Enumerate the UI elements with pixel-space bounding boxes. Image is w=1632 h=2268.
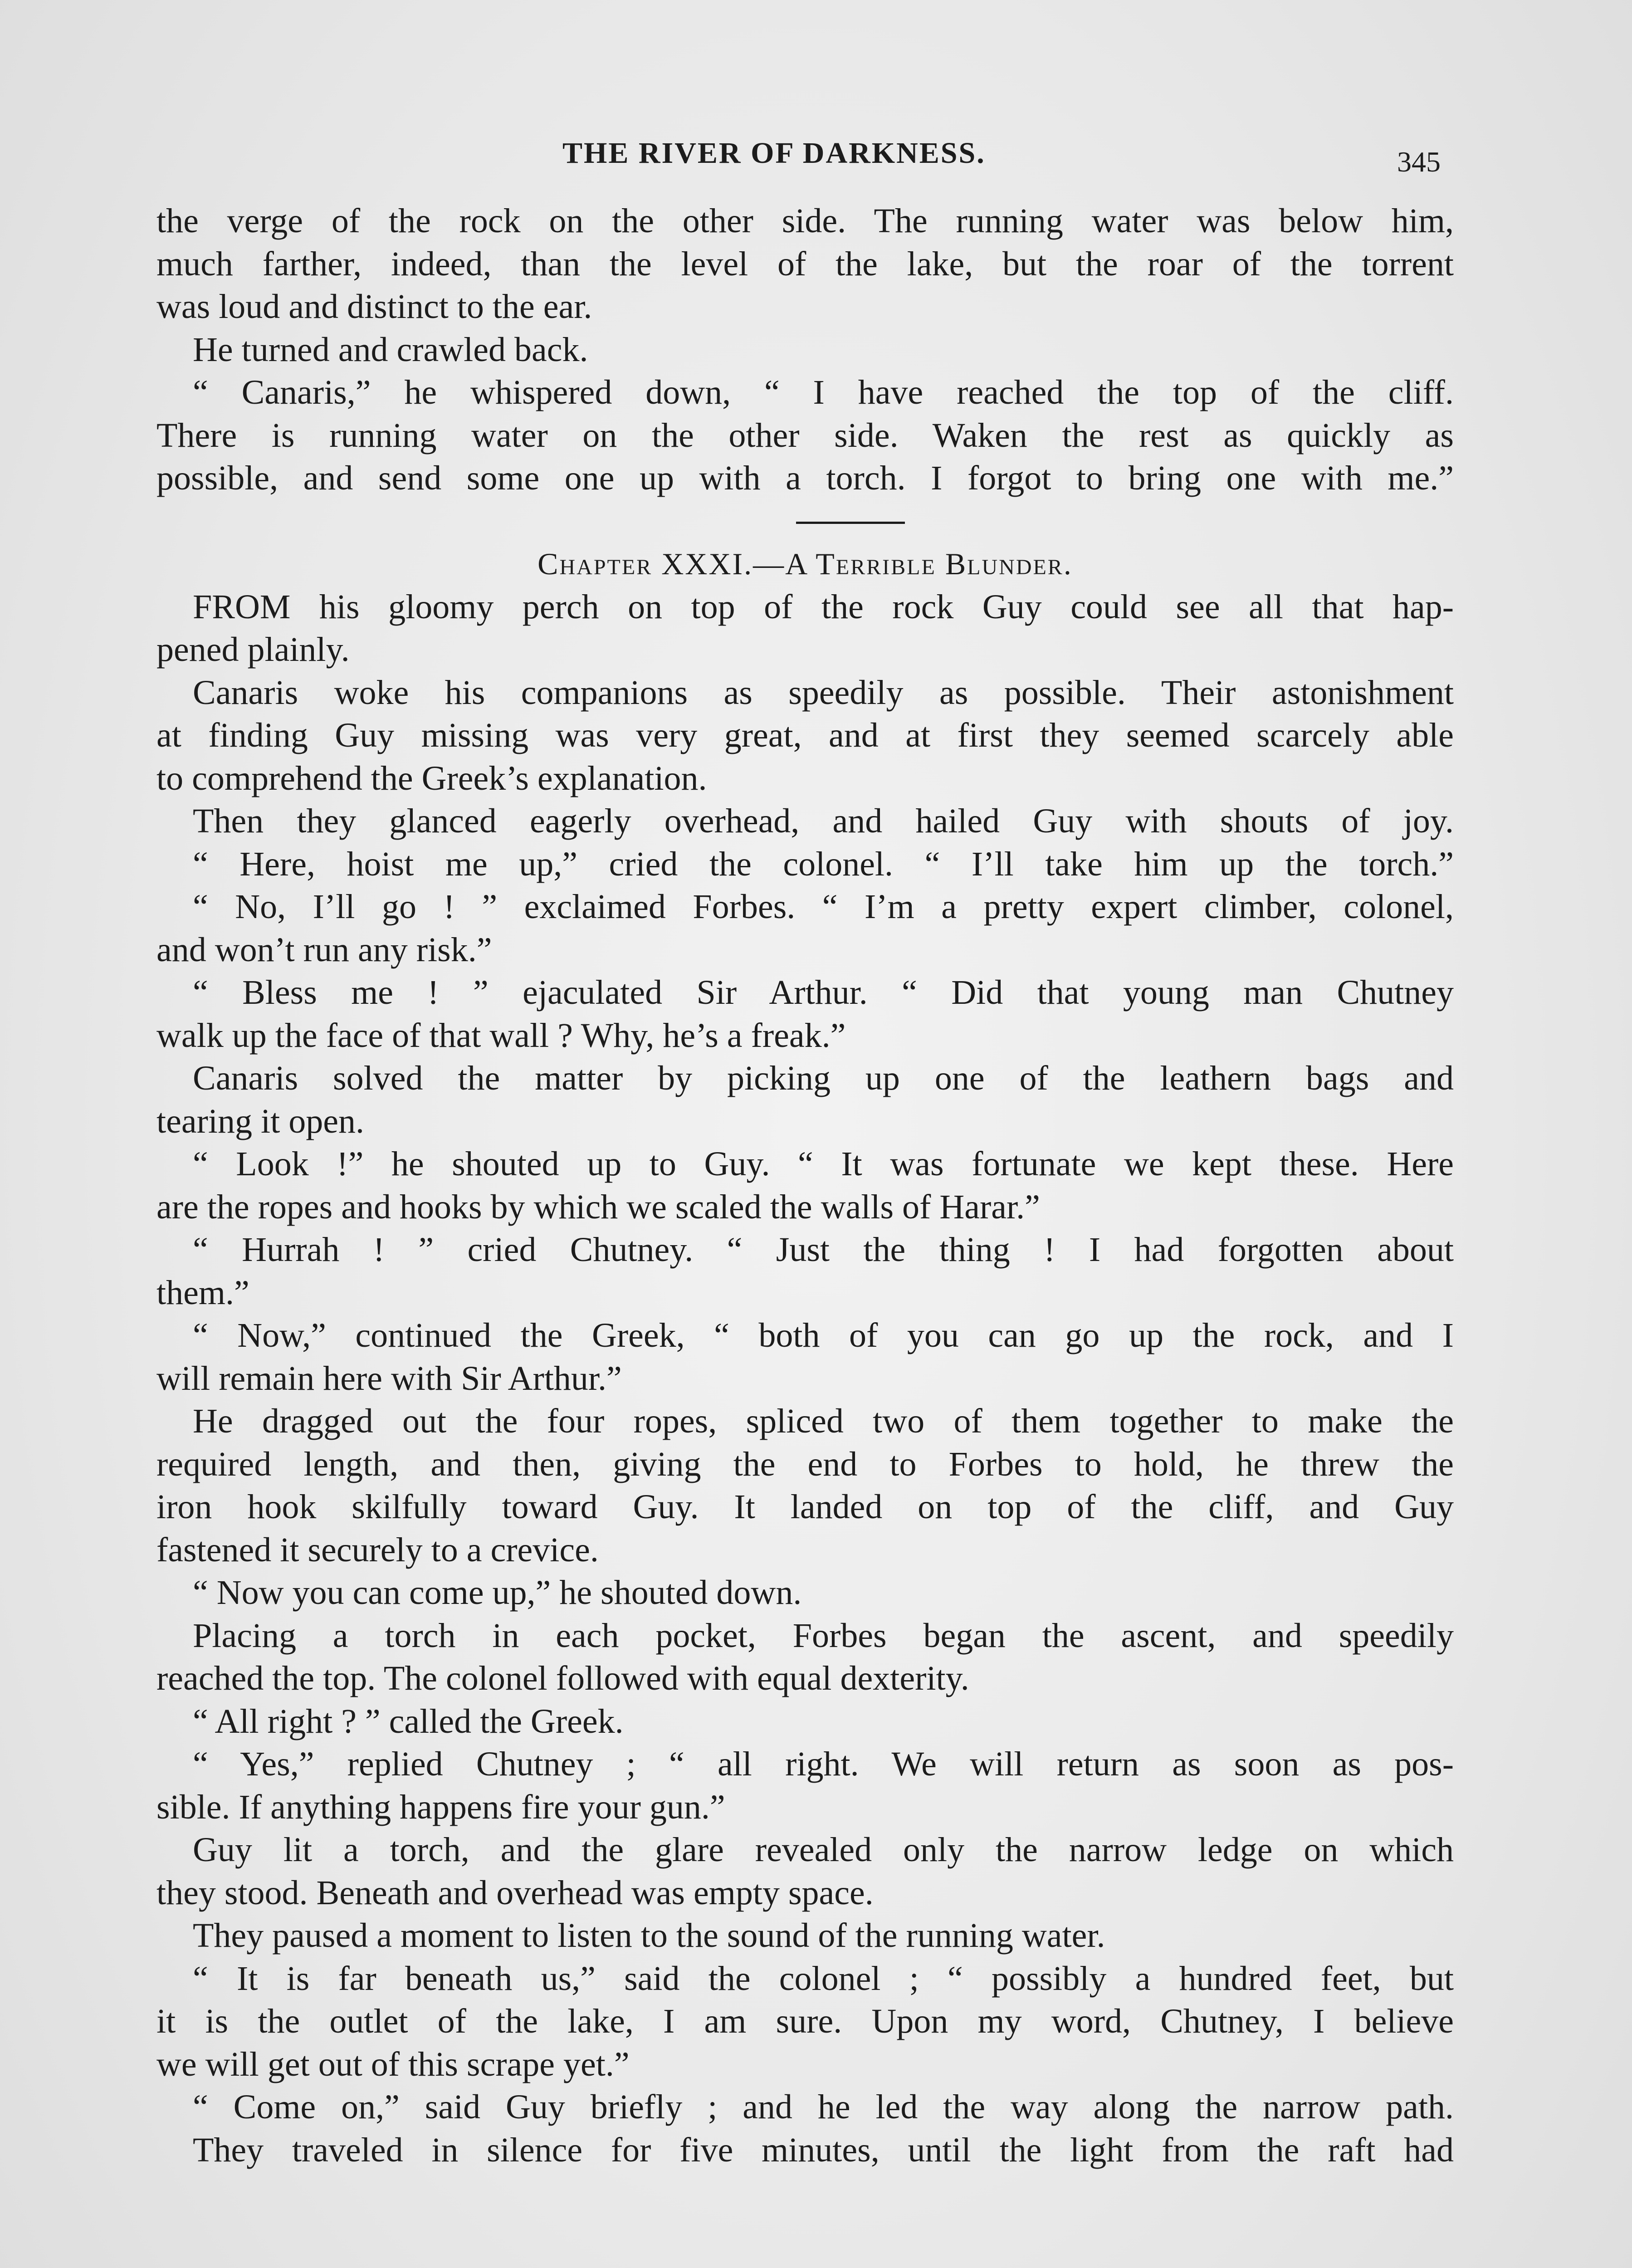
running-title: THE RIVER OF DARKNESS. [562,137,986,170]
text-line: Canaris woke his companions as speedily as possible. Their astonishment [193,673,1454,712]
text-line: them.” [156,1273,249,1312]
text-line: Guy lit a torch, and the glare revealed only the narrow ledge on which [193,1831,1454,1869]
text-line: possible, and send some one up with a torch. I forgot to bring one with me.” [156,459,1454,497]
text-line: There is running water on the other side. Waken the rest as quickly as [156,416,1454,455]
text-line: pened plainly. [156,631,350,669]
text-line: at finding Guy missing was very great, and at first they seemed scarcely able [156,716,1454,754]
text-line: “ It is far beneath us,” said the colonel ; “ possibly a hundred feet, but [193,1959,1454,1998]
page-number: 345 [1397,146,1441,178]
text-line: will remain here with Sir Arthur.” [156,1359,622,1398]
text-line: was loud and distinct to the ear. [156,288,592,326]
text-line: are the ropes and hooks by which we scaled the walls of Harar.” [156,1188,1040,1226]
text-line: They traveled in silence for five minutes, until the light from the raft had [193,2131,1454,2169]
text-line: reached the top. The colonel followed with equal dexterity. [156,1659,969,1697]
text-line: “ Now,” continued the Greek, “ both of you can go up the rock, and I [193,1316,1454,1354]
chapter-heading: Chapter XXXI.—A Terrible Blunder. [537,547,1073,581]
text-line: Placing a torch in each pocket, Forbes began the ascent, and speedily [193,1616,1454,1655]
text-line: Canaris solved the matter by picking up one of the leathern bags and [193,1059,1454,1097]
text-line: He dragged out the four ropes, spliced two of them together to make the [193,1402,1454,1440]
text-line: “ Come on,” said Guy briefly ; and he led the way along the narrow path. [193,2088,1454,2126]
text-line: tearing it open. [156,1102,364,1140]
text-line: “ Yes,” replied Chutney ; “ all right. We will return as soon as pos- [193,1745,1454,1783]
text-line: FROM his gloomy perch on top of the rock Guy could see all that hap- [193,587,1454,626]
text-line: “ All right ? ” called the Greek. [193,1702,624,1740]
text-line: “ No, I’ll go ! ” exclaimed Forbes. “ I’m a pretty expert climber, colonel, [193,888,1454,926]
text-line: He turned and crawled back. [193,330,588,369]
text-line: and won’t run any risk.” [156,930,492,969]
text-line: “ Look !” he shouted up to Guy. “ It was fortunate we kept these. Here [193,1145,1454,1183]
body-text [156,200,1454,2171]
text-line: iron hook skilfully toward Guy. It landed on top of the cliff, and Guy [156,1488,1454,1526]
text-line: much farther, indeed, than the level of the lake, but the roar of the torrent [156,244,1454,283]
text-line: required length, and then, giving the end to Forbes to hold, he threw the [156,1445,1454,1483]
text-line: They paused a moment to listen to the sound of the running water. [193,1916,1105,1955]
text-line: to comprehend the Greek’s explanation. [156,759,707,797]
text-line: Then they glanced eagerly overhead, and hailed Guy with shouts of joy. [193,802,1454,840]
text-line: the verge of the rock on the other side. The running water was below him, [156,202,1454,240]
text-line: walk up the face of that wall ? Why, he’s a freak.” [156,1016,846,1055]
section-divider [156,500,1454,543]
text-line: “ Bless me ! ” ejaculated Sir Arthur. “ Did that young man Chutney [193,973,1454,1012]
text-line: they stood. Beneath and overhead was empty space. [156,1873,874,1912]
text-line: we will get out of this scrape yet.” [156,2045,630,2083]
text-line: “ Here, hoist me up,” cried the colonel. “ I’ll take him up the torch.” [193,845,1454,883]
divider-rule [796,522,905,524]
text-line: “ Canaris,” he whispered down, “ I have reached the top of the cliff. [193,373,1454,411]
text-line: sible. If anything happens fire your gun.” [156,1788,725,1826]
page-header [0,136,1632,186]
text-line: “ Hurrah ! ” cried Chutney. “ Just the thing ! I had forgotten about [193,1231,1454,1269]
text-line: it is the outlet of the lake, I am sure. Upon my word, Chutney, I believe [156,2002,1454,2040]
text-line: “ Now you can come up,” he shouted down. [193,1574,802,1612]
text-line: fastened it securely to a crevice. [156,1530,599,1569]
